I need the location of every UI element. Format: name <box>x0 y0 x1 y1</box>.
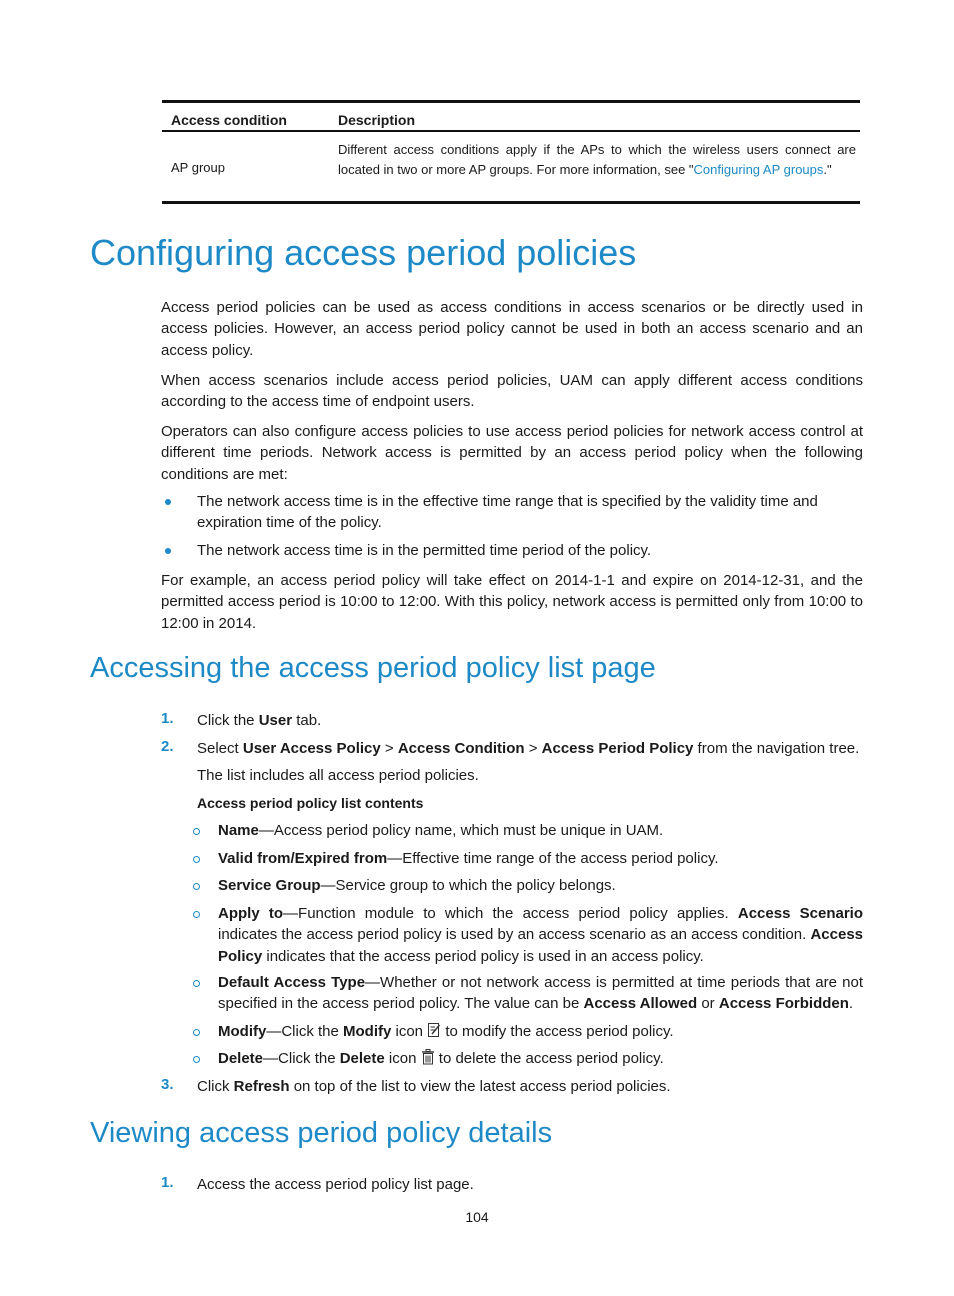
step-text: on top of the list to view the latest access period policies. <box>289 1078 671 1095</box>
sub-bullet-circle <box>193 856 200 863</box>
configuring-ap-groups-link[interactable]: Configuring AP groups <box>693 161 824 177</box>
item-label: Apply to <box>218 905 284 922</box>
step-number: 2. <box>161 738 174 755</box>
item-text: —Click the <box>263 1050 340 1067</box>
item-bold: Access Forbidden <box>718 995 849 1013</box>
item-text: —Effective time range of the access period policy. <box>387 850 719 867</box>
nav-separator: > <box>380 740 398 757</box>
step-click-user <box>197 710 863 731</box>
paragraph-example: For example, an access period policy will take effect on 2014-1-1 and expire on 2014-12-31, and the permitted access period is 10:00 to 12:00. With this policy, network access is permitted only from 10:00 to 12:00 in 2014. <box>161 572 863 632</box>
delete-icon <box>421 1049 435 1065</box>
description-suffix: ." <box>823 161 832 177</box>
step-text: Select <box>197 740 243 757</box>
item-text: —Access period policy name, which must be unique in UAM. <box>258 822 664 839</box>
paragraph-scenarios: When access scenarios include access period policies, UAM can apply different access conditions according to the access time of endpoint users. <box>161 372 863 411</box>
item-service-group <box>218 875 863 896</box>
sub-bullet-circle <box>193 980 200 987</box>
item-text: or <box>697 995 719 1013</box>
item-label: Delete <box>218 1050 264 1067</box>
cell-description <box>338 140 856 179</box>
item-valid-from <box>218 848 863 869</box>
step-select-navigation <box>197 738 863 759</box>
item-modify <box>218 1021 863 1042</box>
step-text: Click the <box>197 712 259 729</box>
item-text: indicates that the access period policy is used in an access policy. <box>262 947 704 965</box>
item-text: . <box>848 995 854 1013</box>
item-text: to delete the access period policy. <box>434 1050 664 1067</box>
nav-access-period-policy: Access Period Policy <box>541 740 694 757</box>
step-number: 3. <box>161 1076 174 1093</box>
sub-bullet-circle <box>193 828 200 835</box>
table-row <box>162 132 860 204</box>
nav-separator: > <box>524 740 542 757</box>
table-header-row <box>162 103 860 132</box>
item-bold: Delete <box>339 1050 385 1067</box>
nav-access-condition: Access Condition <box>397 740 525 757</box>
step-text: Click <box>197 1078 234 1095</box>
item-delete <box>218 1048 863 1069</box>
bullet-effective-range: The network access time is in the effective time range that is specified by the validity time and expiration time of the policy. <box>197 493 818 532</box>
bullet-dot <box>165 548 171 554</box>
item-bold: Modify <box>343 1023 392 1040</box>
sub-bullet-circle <box>193 883 200 890</box>
item-label: Name <box>218 822 259 839</box>
item-text: icon <box>391 1023 428 1040</box>
item-text: —Whether or not network access is permitted at time periods that are not specified in the access period policy. The value can be <box>218 974 863 1013</box>
item-bold: Access Scenario <box>737 905 863 922</box>
item-name <box>218 820 863 841</box>
header-description: Description <box>338 112 416 128</box>
section-title-configuring: Configuring access period policies <box>90 232 637 273</box>
list-note: The list includes all access period policies. <box>197 767 479 784</box>
section-title-viewing-details: Viewing access period policy details <box>90 1117 553 1149</box>
item-text: icon <box>384 1050 421 1067</box>
bullet-dot <box>165 499 171 505</box>
refresh-label: Refresh <box>233 1078 290 1095</box>
item-text: —Service group to which the policy belongs. <box>320 877 616 894</box>
sub-bullet-circle <box>193 911 200 918</box>
item-label: Default Access Type <box>218 974 366 991</box>
page-number: 104 <box>465 1209 489 1225</box>
sub-bullet-circle <box>193 1056 200 1063</box>
header-access-condition: Access condition <box>171 112 287 128</box>
step-number: 1. <box>161 710 174 727</box>
item-default-access-type <box>218 972 863 1015</box>
access-condition-table <box>162 100 860 204</box>
nav-user-access-policy: User Access Policy <box>242 740 381 757</box>
step-access-list-page: Access the access period policy list page. <box>197 1176 474 1193</box>
paragraph-intro: Access period policies can be used as access conditions in access scenarios or be directly used in access policies. However, an access period policy cannot be used in both an access scenario and an access policy. <box>161 299 863 359</box>
item-text: —Function module to which the access period policy applies. <box>283 905 738 922</box>
step-text: tab. <box>292 712 322 729</box>
item-apply-to <box>218 903 863 967</box>
item-label: Modify <box>218 1023 267 1040</box>
bullet-permitted-period: The network access time is in the permitted time period of the policy. <box>197 542 652 559</box>
cell-condition: AP group <box>171 160 225 175</box>
modify-icon <box>427 1022 441 1038</box>
step-click-refresh <box>197 1076 863 1097</box>
list-contents-title: Access period policy list contents <box>197 795 424 811</box>
item-bold: Access Allowed <box>583 995 698 1013</box>
item-bold: Access Policy <box>218 926 863 965</box>
item-text: —Click the <box>266 1023 344 1040</box>
item-text: indicates the access period policy is used by an access scenario as an access condition. <box>218 926 811 944</box>
step-number: 1. <box>161 1174 174 1191</box>
item-label: Service Group <box>218 877 321 894</box>
section-title-list-page: Accessing the access period policy list page <box>90 652 656 684</box>
item-label: Valid from/Expired from <box>218 850 388 867</box>
user-tab-label: User <box>258 712 293 729</box>
sub-bullet-circle <box>193 1029 200 1036</box>
step-text: from the navigation tree. <box>693 740 860 757</box>
paragraph-operators: Operators can also configure access policies to use access period policies for network access control at different time periods. Network access is permitted by an access period policy when the following conditions are met: <box>161 423 863 483</box>
description-text: Different access conditions apply if the APs to which the wireless users connect are located in two or more AP groups. For more information, see " <box>338 142 856 177</box>
item-text: to modify the access period policy. <box>441 1023 674 1040</box>
